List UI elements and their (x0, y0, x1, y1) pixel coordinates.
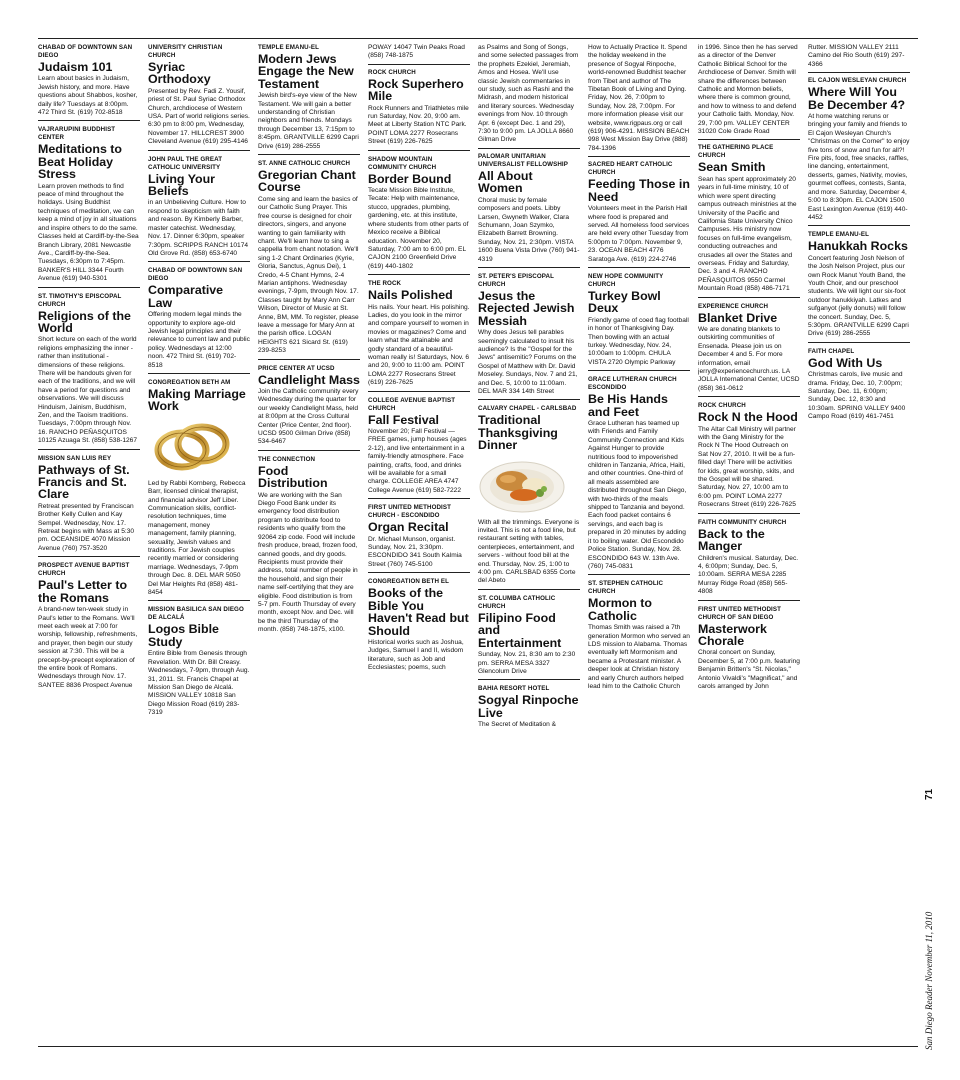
listing-entry (258, 365, 360, 451)
event-title: God With Us (808, 355, 883, 370)
listing-entry (808, 77, 910, 226)
event-description: Led by Rabbi Kornberg, Rebecca Barr, licensed clinical therapist, and financial advisor Jeff Liber. Communication skills, conflict-resolution techniques, time management, money management, family planning, sexuality, Jewish values and traditions. For Jewish couples recently married or considering marriage. Wednesdays, 7-9pm through Dec. 8. DEL MAR 5050 Del Mar Heights Rd (858) 481-8454 (148, 479, 246, 597)
organization-name: THE GATHERING PLACE CHURCH (698, 144, 774, 160)
event-description: Grace Lutheran has teamed up with Friends and Family Community Connection and Kids Against Hunger to provide nutritious food to impoverished children in Tanzania, Africa, Haiti, and other countries. One-third of all meals assembled are distributed throughout San Diego, with two-thirds of the meals shipped to Tanzania and beyond. Each food packet contains 6 servings, and each bag is prepared in 20 minutes by adding it to boiling water. Old Escondido Police Station. Sunday, Nov. 28. ESCONDIDO 643 W. 13th Ave. (760) 745-0831 (588, 420, 687, 570)
event-description: Come sing and learn the basics of our Catholic Sung Prayer. This free course is designed for choir directors, singers, and anyone wanting to gain familiarity with chant. We'll learn how to sing a cappella from chant notation. We'll sing 1-2 Chant Ordinaries (Kyrie, Gloria, Sanctus, Agnus Dei), 1 Credo, 4-5 Chant Hymns, 2-4 Marian antiphons. Wednesday evenings, 7-9pm, through Nov. 17. Classes taught by Mary Ann Carr Wilson, Director of Music at St. Anne, BM, MM. To register, please leave a message for Mary Ann at the parish office. LOGAN HEIGHTS 621 Sicard St. (619) 239-8253 (258, 195, 359, 355)
event-title: Paul's Letter to the Romans (38, 578, 128, 605)
event-description: Learn proven methods to find peace of mind throughout the holidays. Using Buddhist techniques of meditation, we can keep a mind of joy in all situations and inspire others to do the same. Classes held at Cardiff-by-the-Sea Branch Library, 2081 Newcastle Ave., Cardiff-by-the-Sea. Tuesdays, 6:30pm to 7:45pm. BANKER'S HILL 3344 Fourth Avenue (619) 940-5301 (38, 182, 139, 283)
event-title: Masterwork Chorale (698, 621, 767, 648)
page-number: 71 (924, 788, 935, 800)
listing-entry (38, 455, 140, 558)
listing-entry (148, 379, 250, 602)
event-description: Presented by Rev. Fadi Z. Yousif, priest of St. Paul Syriac Orthodox Church, archdiocese of Western USA. Part of world religions series. 6:30 pm to 8:00 pm, Wednesday, November 17. HILLCREST 3900 Cleveland Avenue (619) 295-4146 (148, 87, 250, 146)
organization-name: FIRST UNITED METHODIST CHURCH - ESCONDIDO (368, 504, 451, 520)
event-title: Mormon to Catholic (588, 596, 653, 623)
column-2 (148, 44, 250, 1044)
organization-name: SHADOW MOUNTAIN COMMUNITY CHURCH (368, 155, 437, 171)
organization-name: EL CAJON WESLEYAN CHURCH (808, 77, 907, 85)
event-description: Entire Bible from Genesis through Revelation. With Dr. Bill Creasy. Wednesdays, 7-9pm, through Aug. 31, 2011. St. Francis Chapel at Mission San Diego de Alcalá. MISSION VALLEY 10818 San Diego Mission Road (619) 283-7319 (148, 650, 250, 717)
event-description: We are donating blankets to outskirting communities of Ensenada. Please join us on December 4 and 5. For more information, email jerry@experiencechurch.us. LA JOLLA International Center, UCSD (858) 361-0612 (698, 325, 800, 392)
event-description: At home watching reruns or bringing your family and friends to El Cajon Wesleyan Church's "Christmas on the Corner" to enjoy five tons of snow and fun for all?! Fire pits, food, free snacks, raffles, line dancing, entertainment, desserts, games, Nativity, movies, gourmet coffees, contests, Santa, and more. Saturday, December 4, 5:00 to 8:30pm. EL CAJON 1500 East Lexington Avenue (619) 440-4452 (808, 113, 910, 221)
wedding-rings-image (148, 416, 236, 476)
listing-entry (698, 144, 800, 297)
listing-entry (258, 160, 360, 360)
listing-entry (38, 44, 140, 121)
listing-entry (148, 44, 250, 151)
event-title: Candlelight Mass (258, 372, 360, 387)
event-title: Logos Bible Study (148, 622, 219, 649)
event-description: Sean has spent approximately 20 years in full-time ministry, 10 of which were spent directing campus outreach ministries at the University of the Pacific and California State University Chico Campuses. His ministry now focuses on full-time evangelism, conducting outreaches and crusades all over the States and overseas. Friday and Saturday, Dec. 3 and 4. RANCHO PEÑASQUITOS 9550 Carmel Mountain Road (858) 486-7171 (698, 175, 797, 293)
event-title: Blanket Drive (698, 310, 778, 325)
organization-name: CALVARY CHAPEL - CARLSBAD (478, 405, 577, 413)
event-title: Modern Jews Engage the New Testament (258, 52, 354, 91)
event-title: Syriac Orthodoxy (148, 60, 211, 87)
continued-text: How to Actually Practice It. Spend the holiday weekend in the presence of Sogyal Rinpoche, world-renowned Buddhist teacher from Tibet and author of The Tibetan Book of Living and Dying. Friday, Nov. 26, 7:00pm to Sunday, Nov. 28, 7:00pm. For more information please visit our website, www.rigpaus.org or call (619) 906-4291. MISSION BEACH 998 West Mission Bay Drive (888) 784-1396 (588, 44, 690, 157)
event-description: Retreat presented by Franciscan Brother Kelly Cullen and Kay Sempel. Wednesday, Nov. 17. Retreat begins with Mass at 5:30 pm. OCEANSIDE 4070 Mission Avenue (760) 757-3520 (38, 502, 135, 552)
organization-name: PROSPECT AVENUE BAPTIST CHURCH (38, 562, 130, 578)
event-description: Volunteers meet in the Parish Hall where food is prepared and served. All homeless food services are held every other Tuesday from 5:00pm to 7:00pm. November 9, 23. OCEAN BEACH 4776 Saratoga Ave. (619) 224-2746 (588, 205, 690, 263)
publication-line: San Diego Reader November 11, 2010 (924, 911, 934, 1050)
organization-name: CHABAD OF DOWNTOWN SAN DIEGO (148, 267, 243, 283)
continued-text: Rutter. MISSION VALLEY 2111 Camino del Rio South (619) 297-4366 (808, 44, 910, 73)
event-title: Religions of the World (38, 308, 131, 335)
event-description: Historical works such as Joshua, Judges, Samuel I and II, wisdom literature, such as Job and Ecclesiastes; poems, such (368, 638, 464, 672)
organization-name: GRACE LUTHERAN CHURCH ESCONDIDO (588, 376, 677, 392)
organization-name: ST. STEPHEN CATHOLIC CHURCH (588, 580, 664, 596)
event-title: Be His Hands and Feet (588, 392, 668, 419)
listing-entry (368, 69, 470, 151)
event-title: Feeding Those in Need (588, 177, 690, 204)
organization-name: ST. ANNE CATHOLIC CHURCH (258, 160, 351, 168)
listing-entry (808, 231, 910, 342)
event-description: Short lecture on each of the world religions emphasizing the inner - rather than institutional - dimensions of these religions. There will be handouts given for each of the traditions, and we will have a period for questions and observations. We will discuss Hinduism, Jainism, Buddhism, Zen, and the Taoism traditions. Tuesdays, 7:00pm through Nov. 16. RANCHO PEÑASQUITOS 10125 Azuaga St. (858) 538-1267 (38, 336, 137, 445)
organization-name: TEMPLE EMANU-EL (808, 231, 869, 239)
event-title: Fall Festival (368, 412, 439, 427)
column-6 (588, 44, 690, 1044)
event-description: His nails. Your heart. His polishing. Ladies, do you look in the mirror and compare yourself to women in movies or magazines? Come and learn what the attainable and godly standard of a beautiful-woman really is! Saturdays, Nov. 6 and 20, 9:00 to 11:00 am. POINT LOMA 2277 Rosecrans Street (619) 226-7625 (368, 303, 470, 387)
organization-name: THE CONNECTION (258, 455, 316, 463)
organization-name: PRICE CENTER AT UCSD (258, 364, 335, 372)
listing-entry (478, 153, 580, 268)
event-title: Where Will You Be December 4? (808, 85, 906, 112)
column-3 (258, 44, 360, 1044)
listing-entry (148, 267, 250, 374)
column-1 (38, 44, 140, 1044)
column-7 (698, 44, 800, 1044)
organization-name: ROCK CHURCH (368, 68, 416, 76)
listing-entry (478, 273, 580, 400)
listing-entry (368, 397, 470, 500)
listing-entry (258, 456, 360, 638)
event-title: Rock Superhero Mile (368, 76, 464, 104)
page-footer (924, 780, 940, 1050)
listing-entry (588, 273, 690, 371)
event-description: We are working with the San Diego Food Bank under its emergency food distribution program to distribute food to residents who qualify from the 92064 zip code. Food will include fresh produce, bread, frozen food, canned goods, and dry goods. Recipients must provide their address, total number of people in the household, and sign their name self-certifying that they are eligible. Food distribution is from 5-7 pm. Fourth Thursday of every month, except Nov. and Dec. will be the third Thursday of the month. (858) 748-1875, x100. (258, 491, 358, 634)
event-title: Books of the Bible You Haven't Read but Should (368, 586, 469, 638)
listing-entry (368, 280, 470, 391)
event-title: Sogyal Rinpoche Live (478, 693, 579, 720)
listing-entry (478, 405, 580, 589)
listing-entry (588, 161, 690, 268)
event-title: Nails Polished (368, 288, 453, 303)
event-title: Hanukkah Rocks (808, 239, 908, 254)
event-description: Concert featuring Josh Nelson of the Josh Nelson Project, plus our own Rock Manut Youth Band, the Youth Choir, and our preschool students. We will light our six-foot outdoor hanukkiyah. Latkes and sufganyot (jelly donuts) will follow the concert. Sunday, Dec. 5, 5:30pm. GRANTVILLE 6299 Capri Drive (619) 286-2555 (808, 254, 909, 338)
organization-name: ROCK CHURCH (698, 402, 746, 410)
event-description: Choral concert on Sunday, December 5, at 7:00 p.m. featuring Benjamin Britten's "St. Nicolas," Antonio Vivaldi's "Magnificat," and carols arranged by John (698, 649, 800, 690)
listing-columns (38, 44, 918, 1044)
organization-name: MISSION SAN LUIS REY (38, 454, 112, 462)
bottom-rule (38, 1046, 918, 1047)
organization-name: THE ROCK (368, 280, 402, 288)
organization-name: PALOMAR UNITARIAN UNIVERSALIST FELLOWSHIP (478, 152, 568, 168)
listing-entry (808, 348, 910, 425)
event-description: Tecate Mission Bible Institute, Tecate: Help with maintenance, stucco, upgrades, plumbing, gardening, etc. at this institute, where students from other parts of Mexico receive a Biblical education. November 20, Saturday, 7:00 am to 6:00 pm. EL CAJON 2100 Greenfield Drive (619) 440-1802 (368, 187, 469, 270)
event-title: Rock N the Hood (698, 410, 798, 425)
listing-entry (698, 606, 800, 695)
listing-entry (478, 595, 580, 680)
organization-name: MISSION BASILICA SAN DIEGO DE ALCALÁ (148, 606, 244, 622)
organization-name: FAITH COMMUNITY CHURCH (698, 518, 787, 526)
event-title: Filipino Food and Entertainment (478, 610, 562, 650)
listing-entry (148, 156, 250, 263)
event-title: Meditations to Beat Holiday Stress (38, 142, 122, 182)
listing-entry (368, 578, 470, 675)
event-description: Join the Catholic community every Wednesday during the quarter for our weekly Candlelight Mass, held at 8:00pm at the Cross Cultural Center (Price Center, 2nd floor). UCSD 9500 Gilman Drive (858) 534-6467 (258, 388, 359, 446)
thanksgiving-plate-image (478, 455, 566, 515)
event-title: Jesus the Rejected Jewish Messiah (478, 288, 575, 328)
listing-entry (368, 504, 470, 573)
organization-name: SACRED HEART CATHOLIC CHURCH (588, 161, 673, 177)
continued-text: in 1996. Since then he has served as a director of the Denver Catholic Biblical School for the Archdiocese of Denver. Smith will share the differences between Catholic and Mormon beliefs, where there is common ground, and how to witness to and defend your Catholic faith. Monday, Nov. 29, 7:00 pm. VALLEY CENTER 31020 Cole Grade Road (698, 44, 800, 140)
listing-entry (38, 562, 140, 693)
event-title: Organ Recital (368, 520, 449, 535)
organization-name: CHABAD OF DOWNTOWN SAN DIEGO (38, 44, 133, 59)
event-description: With all the trimmings. Everyone is invited. This is not a food line, but restaurant setting with tables, centerpieces, entertainment, and servers - without food bill at the end. Thursday, Nov. 25, 1:00 to 4:00 pm. CARLSBAD 6355 Corte del Abeto (478, 518, 580, 585)
organization-name: JOHN PAUL THE GREAT CATHOLIC UNIVERSITY (148, 155, 223, 171)
organization-name: ST. COLUMBA CATHOLIC CHURCH (478, 594, 556, 610)
listing-entry (588, 580, 690, 694)
organization-name: ST. PETER'S EPISCOPAL CHURCH (478, 272, 554, 288)
organization-name: FIRST UNITED METHODIST CHURCH OF SAN DIEGO (698, 605, 781, 621)
listing-entry (698, 519, 800, 601)
listing-entry (258, 44, 360, 155)
organization-name: NEW HOPE COMMUNITY CHURCH (588, 272, 664, 288)
column-5 (478, 44, 580, 1044)
column-4 (368, 44, 470, 1044)
listing-entry (38, 293, 140, 450)
listing-entry (698, 402, 800, 513)
listing-entry (148, 606, 250, 720)
event-description: The Altar Call Ministry will partner with the Gang Ministry for the Rock N The Hood Outreach on Sat Nov 27, 2010. It will be a fun-filled day! There will be activities for kids, great worship, skits, and the Gospel will be shared. Saturday, Nov. 27, 10:00 am to 6:00 pm. POINT LOMA 2277 Rosecrans Street (619) 226-7625 (698, 425, 796, 509)
event-description: A brand-new ten-week study in Paul's letter to the Romans. We'll meet each week at 7:00 for worship, fellowship, refreshments, and prayer, then begin our study session at 7:30. This will be a precept-by-precept exploration of the entire book of Romans. Wednesdays through Nov. 17. SANTEE 8836 Prospect Avenue (38, 606, 138, 689)
listing-entry (38, 126, 140, 287)
event-title: Living Your Beliefs (148, 171, 216, 199)
event-title: Back to the Manger (698, 526, 765, 554)
organization-name: UNIVERSITY CHRISTIAN CHURCH (148, 44, 223, 59)
event-title: Turkey Bowl Deux (588, 288, 661, 316)
top-rule (38, 38, 918, 39)
event-description: Learn about basics in Judaism, Jewish history, and more. Have questions about Shabbos, kosher, daily life? Tuesdays at 8:00pm. 472 Third St. (619) 702-8518 (38, 75, 138, 117)
event-description: The Secret of Meditation & (478, 721, 557, 729)
organization-name: ST. TIMOTHY'S EPISCOPAL CHURCH (38, 292, 122, 308)
event-description: Rock Runners and Triathletes mile run Saturday, Nov. 20, 9:00 am. Meet at Liberty Station NTC Park. POINT LOMA 2277 Rosecrans Street (619) 226-7625 (368, 104, 469, 146)
event-description: Thomas Smith was raised a 7th generation Mormon who served an LDS mission to Alabama. Thomas eventually left Mormonism and became a Protestant minister. A deeper look at Christian history and early Church authors helped lead him to the Catholic Church (588, 624, 690, 690)
event-title: Sean Smith (698, 160, 766, 175)
organization-name: EXPERIENCE CHURCH (698, 302, 769, 310)
event-description: Why does Jesus tell parables seemingly calculated to insult his audience? Is the "Gospel for the Jews" antisemitic? Forums on the Gospel of Matthew with Dr. David Moseley. Sundays, Nov. 7 and 21, and Dec. 5, 10:00 to 11:00am. DEL MAR 334 14th Street (478, 329, 578, 395)
event-title: Comparative Law (148, 283, 224, 310)
organization-name: CONGREGATION BETH AM (148, 378, 231, 386)
event-title: Border Bound (368, 171, 452, 186)
organization-name: BAHIA RESORT HOTEL (478, 685, 550, 693)
column-8 (808, 44, 910, 1044)
event-description: Christmas carols, live music and drama. Friday, Dec. 10, 7:00pm; Saturday, Dec. 11, 6:00pm; Sunday, Dec. 12, 8:30 and 10:30am. SPRING VALLEY 9400 Campo Road (619) 461-7451 (808, 371, 906, 421)
organization-name: COLLEGE AVENUE BAPTIST CHURCH (368, 396, 456, 412)
listing-entry (698, 303, 800, 398)
event-title: Making Marriage Work (148, 386, 246, 414)
listing-entry (478, 685, 580, 732)
listing-entry (588, 376, 690, 575)
event-description: Jewish bird's-eye view of the New Testament. We will gain a better understanding of Christian neighbors and friends. Mondays through December 13, 7:15pm to 8:45pm. GRANTVILLE 6299 Capri Drive (619) 286-2555 (258, 92, 359, 150)
event-description: November 20; Fall Festival — FREE games, jump houses (ages 2-12), and live entertainment in a family-friendly atmosphere. Face painting, crafts, food, and drinks will be available for a small charge. COLLEGE AREA 4747 College Avenue (619) 582-7222 (368, 428, 467, 494)
event-title: Judaism 101 (38, 60, 113, 74)
organization-name: VAJRARUPINI BUDDHIST CENTER (38, 126, 116, 142)
continued-text: POWAY 14047 Twin Peaks Road (858) 748-1875 (368, 44, 470, 65)
event-description: in an Unbelieving Culture. How to respond to skepticism with faith and reason. By Kimberly Barber, master catechist. Wednesday, Nov. 17. Dinner 6:30pm, speaker 7:30pm. SCRIPPS RANCH 10174 Old Grove Rd. (858) 653-6740 (148, 199, 249, 257)
event-title: Traditional Thanksgiving Dinner (478, 413, 558, 453)
event-description: Offering modern legal minds the opportunity to explore age-old Jewish legal principles and their relevance to current law and public policy. Wednesdays at 12:00 noon. 472 Third St. (619) 702-8518 (148, 311, 250, 369)
event-description: Choral music by female composers and poets. Libby Larsen, Gwyneth Walker, Clara Schumann, Joan Szymko, Elizabeth Barrett Browning. Sunday, Nov. 21, 2:30pm. VISTA 1600 Buena Vista Drive (760) 941-4319 (478, 196, 580, 263)
event-title: Food Distribution (258, 463, 328, 491)
continued-text: as Psalms and Song of Songs, and some selected passages from the prophets Ezekiel, Jeremiah, Amos and Hosea. We'll use classic Jewish commentaries in our study, such as Rashi and the Midrash, and modern historical and literary sources. Wednesday evenings from Nov. 10 through Apr. 6 (except Dec. 1 and 29), 7:30 to 9:00 pm. LA JOLLA 8660 Gilman Drive (478, 44, 580, 149)
event-description: Friendly game of coed flag football in honor of Thanksgiving Day. Then bowling with an actual turkey. Wednesday, Nov. 24, 10:00am to 1:00pm. CHULA VISTA 2720 Olympic Parkway (588, 316, 689, 366)
event-title: All About Women (478, 168, 533, 196)
event-title: Gregorian Chant Course (258, 168, 356, 195)
page (38, 38, 918, 1042)
event-title: Pathways of St. Francis and St. Clare (38, 462, 130, 502)
organization-name: TEMPLE EMANU-EL (258, 44, 319, 51)
event-description: Dr. Michael Munson, organist. Sunday, Nov. 21, 3:30pm. ESCONDIDO 341 South Kalmia Street (760) 745-5100 (368, 535, 462, 568)
organization-name: FAITH CHAPEL (808, 347, 855, 355)
event-description: Sunday, Nov. 21, 8:30 am to 2:30 pm. SERRA MESA 3327 Glencolum Drive (478, 651, 576, 675)
listing-entry (368, 156, 470, 275)
event-description: Children's musical. Saturday, Dec. 4, 6:00pm; Sunday, Dec. 5, 10:00am. SERRA MESA 2285 Murray Ridge Road (858) 565-4808 (698, 554, 799, 596)
organization-name: CONGREGATION BETH EL (368, 578, 449, 586)
